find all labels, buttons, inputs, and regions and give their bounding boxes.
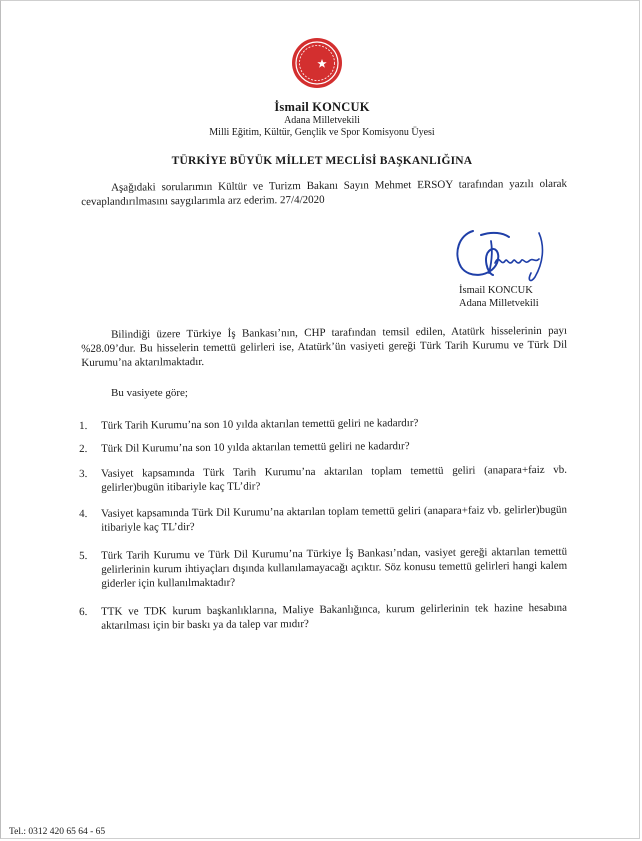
question-text: Türk Tarih Kurumu ve Türk Dil Kurumu’na Türkiye İş Bankası’ndan, vasiyet gereği aktarılan temettü gelirlerinin kurum ihtiyaçları dışında kullanılamayacağı açıktır. Söz konusu temettü gelirleri hangi kalem giderler için kullanılmaktadır?	[101, 545, 568, 590]
footer-phone: Tel.: 0312 420 65 64 - 65	[9, 827, 106, 837]
question-number: 5.	[79, 549, 88, 562]
signature-icon	[451, 223, 551, 285]
question-item	[79, 503, 567, 535]
question-number: 3.	[79, 467, 88, 480]
tbmm-seal-icon	[291, 37, 343, 89]
signer-title: Adana Milletvekili	[459, 298, 539, 309]
question-number: 1.	[79, 419, 88, 432]
question-number: 4.	[79, 507, 88, 520]
question-text: Türk Tarih Kurumu’na son 10 yılda aktarılan temettü geliri ne kadardır?	[101, 417, 419, 432]
question-number: 2.	[79, 442, 88, 455]
addressee-heading: TÜRKİYE BÜYÜK MİLLET MECLİSİ BAŞKANLIĞINA	[171, 155, 473, 167]
member-constituency: Adana Milletvekili	[284, 115, 360, 126]
question-text: Vasiyet kapsamında Türk Dil Kurumu’na aktarılan toplam temettü geliri (anapara+faiz vb. gelirler)bugün itibariyle kaç TL’dir?	[101, 503, 568, 534]
question-text: TTK ve TDK kurum başkanlıklarına, Maliye Bakanlığınca, kurum gelirlerinin tek hazine hesabına aktarılması için bir baskı ya da talep var mıdır?	[101, 601, 568, 632]
body-text: Bilindiği üzere Türkiye İş Bankası’nın, CHP tarafından temsil edilen, Atatürk hisselerinin payı %28.09’dur. Bu hisselerin temettü gelirleri ise, Atatürk’ün vasiyeti gereği Türk Tarih Kurumu ve Türk Dil Kurumu’na aktarılmaktadır.	[81, 324, 568, 369]
question-item	[79, 438, 567, 456]
lead-text: Bu vasiyete göre;	[111, 387, 188, 399]
question-number: 6.	[79, 605, 88, 618]
member-committee: Milli Eğitim, Kültür, Gençlik ve Spor Komisyonu Üyesi	[209, 127, 435, 138]
question-item	[79, 415, 567, 433]
question-text: Vasiyet kapsamında Türk Tarih Kurumu’na aktarılan toplam temettü geliri (anapara+faiz vb. gelirler)bugün itibariyle kaç TL’dir?	[101, 463, 568, 494]
question-item	[79, 545, 567, 591]
question-item	[79, 463, 567, 495]
signer-block	[459, 284, 539, 310]
intro-text: Aşağıdaki sorularımın Kültür ve Turizm Bakanı Sayın Mehmet ERSOY tarafından yazılı olarak cevaplandırılmasını saygılarımla arz ederim. 27/4/2020	[81, 177, 568, 208]
question-text: Türk Dil Kurumu’na son 10 yılda aktarılan temettü geliri ne kadardır?	[101, 440, 410, 455]
signer-name: İsmail KONCUK	[459, 285, 533, 296]
intro-paragraph	[81, 177, 567, 209]
member-name: İsmail KONCUK	[274, 100, 370, 114]
question-item	[79, 601, 567, 633]
body-paragraph	[81, 324, 567, 370]
